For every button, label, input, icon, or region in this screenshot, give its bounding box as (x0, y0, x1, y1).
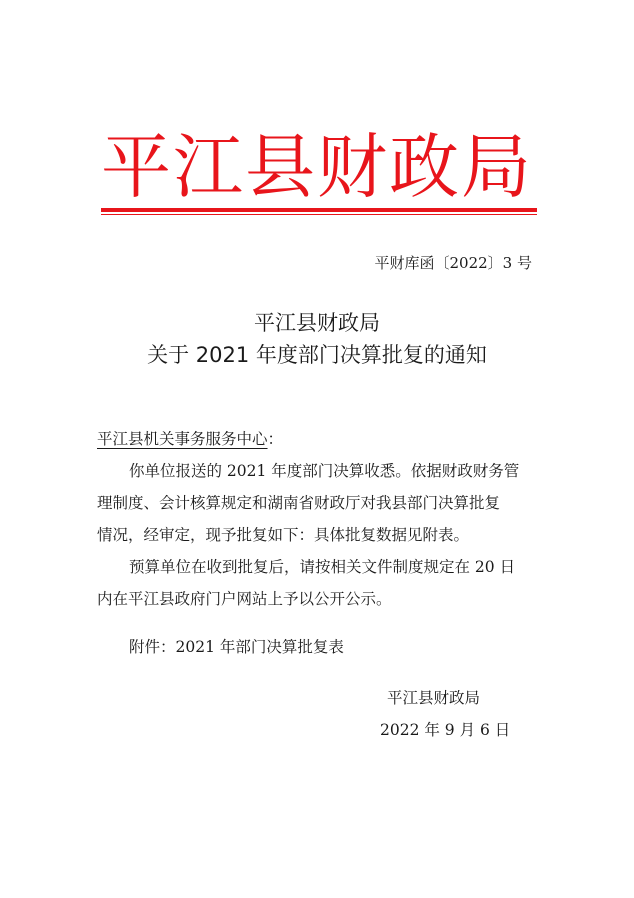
signature-org: 平江县财政局 (387, 689, 481, 707)
signature-date: 2022 年 9 月 6 日 (380, 721, 511, 739)
body-paragraph-1-line-3: 情况，经审定，现予批复如下：具体批复数据见附表。 (97, 526, 470, 544)
masthead-org-name: 平江县财政局 (101, 126, 533, 208)
document-number: 平财库函〔2022〕3 号 (374, 254, 532, 272)
masthead-red-rule (101, 208, 537, 212)
recipient (97, 423, 283, 455)
body-paragraph-1-line-1: 你单位报送的 2021 年度部门决算收悉。依据财政财务管 (129, 462, 520, 480)
body-paragraph-1-line-2: 理制度、会计核算规定和湖南省财政厅对我县部门决算批复 (97, 494, 501, 512)
attachment-note: 附件：2021 年部门决算批复表 (129, 638, 344, 656)
recipient-colon: ： (267, 430, 284, 448)
recipient-name: 平江县机关事务服务中心 (97, 430, 268, 448)
body-paragraph-2-line-2: 内在平江县政府门户网站上予以公开公示。 (97, 590, 392, 608)
document-title-line-1: 平江县财政局 (254, 311, 380, 335)
body-paragraph-2-line-1: 预算单位在收到批复后，请按相关文件制度规定在 20 日 (129, 558, 516, 576)
document-title-line-2: 关于 2021 年度部门决算批复的通知 (147, 343, 487, 367)
masthead-red-rule-thin (101, 214, 537, 215)
